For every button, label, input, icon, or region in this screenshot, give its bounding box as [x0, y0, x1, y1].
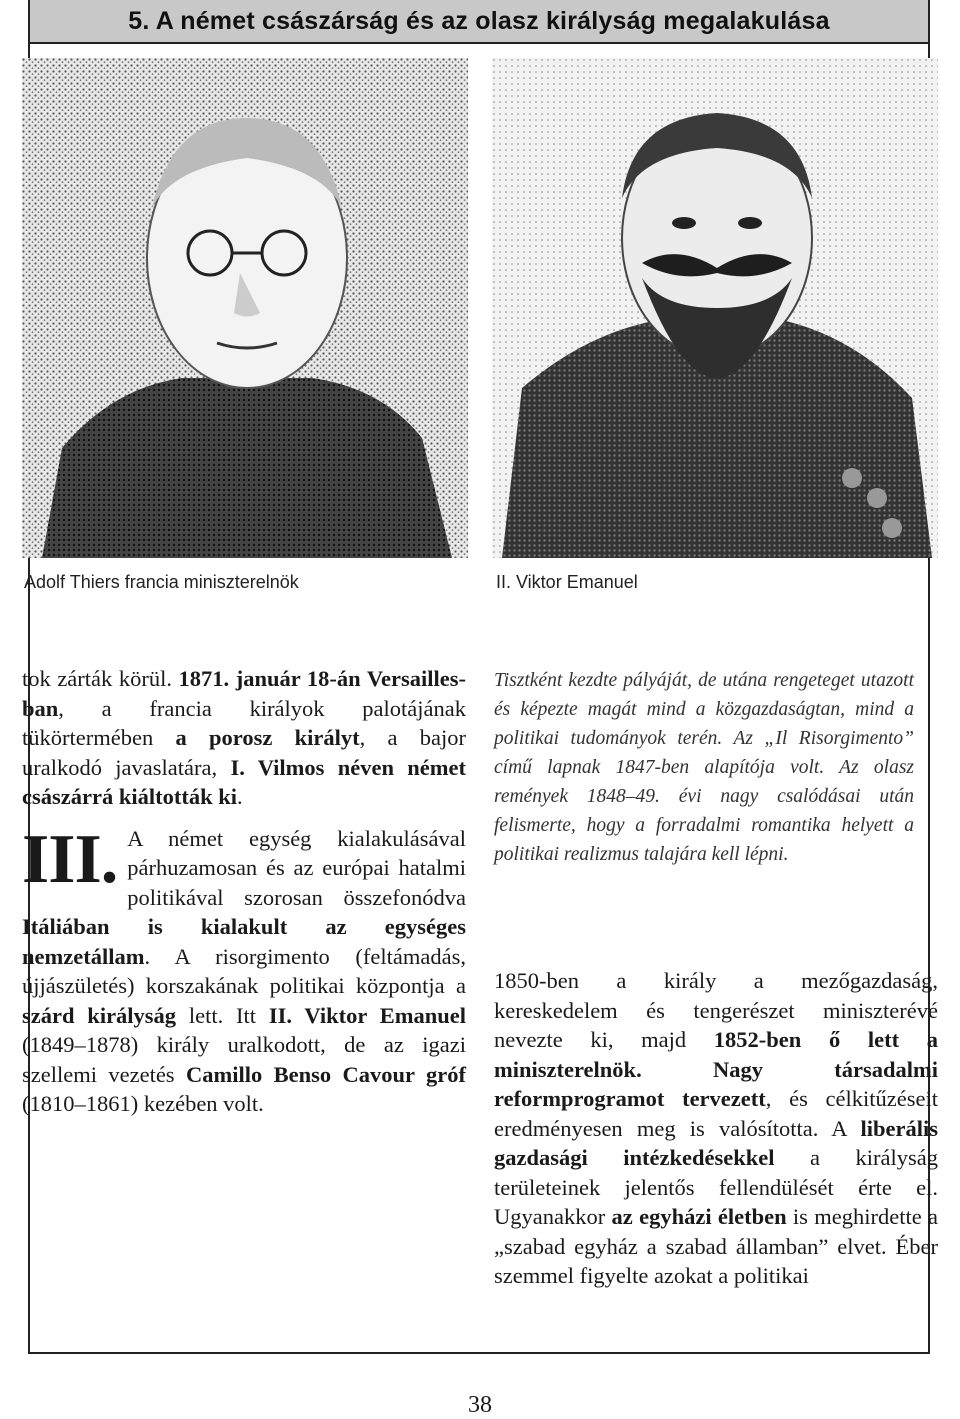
chapter-title: 5. A német császárság és az olasz királyság megalakulása — [128, 6, 830, 35]
portrait-thiers — [22, 58, 468, 558]
left-column — [22, 664, 466, 1119]
caption-viktor-emanuel: II. Viktor Emanuel — [496, 572, 638, 592]
caption-thiers: Adolf Thiers francia miniszterelnök — [24, 572, 299, 592]
paragraph-italy: A német egység kialakulásával párhuzamosan és az európai hatalmi politikával szorosan összefonódva Itáliában is kialakult az egységes nemzetállam. A risorgimento (feltámadás, újjászületés) korszakának politikai központja a szárd királyság lett. Itt II. Viktor Emanuel (1849–1878) király uralkodott, de az igazi szellemi vezetés Camillo Benso Cavour gróf (1810–1861) kezében volt. — [22, 825, 466, 1116]
chapter-header — [28, 0, 930, 44]
paragraph-cavour: 1850-ben a király a mezőgazdaság, kereskedelem és tengerészet miniszterévé nevezte ki, majd 1852-ben ő lett a miniszterelnök. Nagy társadalmi reformprogramot tervezett, és célkitűzéseit eredményesen meg is valósította. A liberális gazdasági intézkedésekkel a királyság területeinek jelentős fellendülését érte el. Ugyanakkor az egyházi életben is meghirdette a „szabad egyház a szabad államban” elvet. Éber szemmel figyelte azokat a politikai — [494, 968, 938, 1288]
cavour-note: Tisztként kezdte pályáját, de utána rengeteget utazott és képezte magát mind a közgazdaságtan, mind a politikai tudományok terén. Az „Il Risorgimento” című lapnak 1847-ben alapítója volt. Az olasz remények 1848–49. évi nagy csalódásai után felismerte, hogy a forradalmi romantika helyett a politikai realizmus talajára kell lépni. — [494, 670, 914, 865]
paragraph-coronation: tok zárták körül. 1871. január 18-án Versailles-ban, a francia királyok palotájának tükörtermében a porosz királyt, a bajor uralkodó javaslatára, I. Vilmos néven német császárrá kiáltották ki. — [22, 666, 467, 809]
page-number: 38 — [468, 1392, 492, 1418]
section-iii — [22, 820, 466, 1119]
portrait-viktor-emanuel — [492, 58, 938, 558]
section-number: III. — [22, 820, 118, 898]
